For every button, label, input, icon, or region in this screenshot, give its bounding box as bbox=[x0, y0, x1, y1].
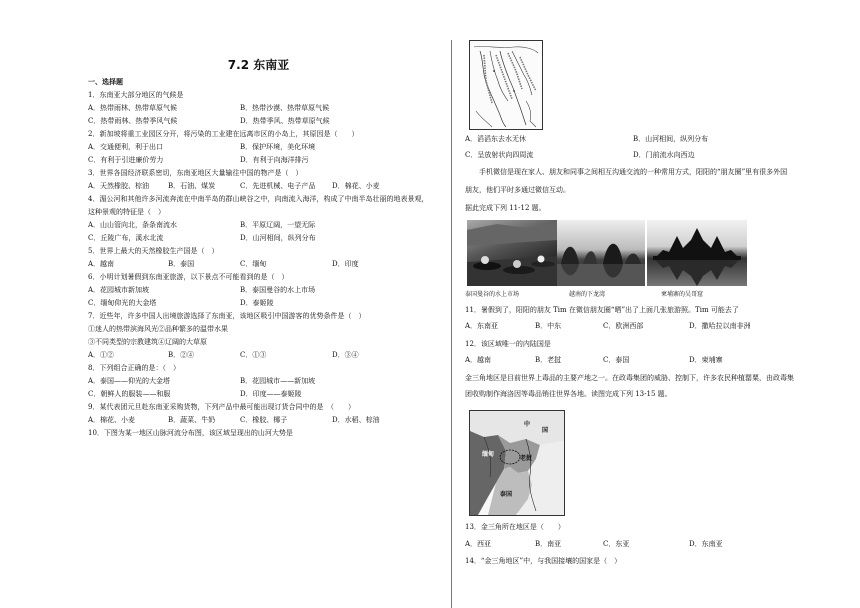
option-11d: D．撒哈拉以南非洲 bbox=[689, 322, 751, 330]
option-11a: A．东南亚 bbox=[465, 322, 499, 330]
option-10b: B．山河相间，纵列分布 bbox=[633, 135, 709, 143]
photo-halong-drawing bbox=[557, 220, 645, 286]
map-label-china-2: 国 bbox=[542, 427, 549, 434]
question-3: 3．世界各国经济联系密切，东南亚地区大量输往中国的物产是（ ） bbox=[88, 169, 303, 177]
column-divider bbox=[451, 40, 452, 608]
question-2: 2．新加坡将重工业园区分开，将污染的工业建在远离市区的小岛上，其原因是（ ） bbox=[88, 130, 359, 138]
question-8: 8．下列组合正确的是：（ ） bbox=[88, 364, 180, 372]
option-5d: D．印度 bbox=[332, 260, 359, 268]
golden-triangle-map bbox=[469, 410, 565, 516]
option-7a: A．①② bbox=[88, 351, 115, 359]
option-13d: D．东南亚 bbox=[689, 540, 723, 548]
map-label-myanmar: 缅甸 bbox=[482, 451, 495, 458]
option-5c: C．缅甸 bbox=[240, 260, 267, 268]
photo-halong-bay bbox=[557, 220, 645, 286]
option-1d: D．热带季风、热带草原气候 bbox=[240, 117, 330, 125]
question-7-statements-1: ①迷人的热带滨海风光②品种繁多的温带水果 bbox=[88, 325, 228, 333]
option-5a: A．越南 bbox=[88, 260, 115, 268]
question-14: 14．“金三角地区”中，与我国接壤的国家是（ ） bbox=[465, 557, 622, 565]
golden-triangle-map-drawing bbox=[470, 411, 564, 515]
option-11c: C．欧洲西部 bbox=[603, 322, 644, 330]
option-2a: A．交通便利，利于出口 bbox=[88, 143, 164, 151]
option-12c: C．泰国 bbox=[603, 356, 630, 364]
option-6d: D．泰姬陵 bbox=[240, 299, 274, 307]
question-12: 12．该区域唯一的内陆国是 bbox=[465, 340, 551, 348]
passage-1-line2: 朋友，他们平时多通过微信互动。 bbox=[465, 186, 570, 194]
option-7b: B．②④ bbox=[168, 351, 195, 359]
photo-bangkok-drawing bbox=[467, 220, 557, 286]
option-9a: A．棉花、小麦 bbox=[88, 416, 136, 424]
option-10a: A．滔滔东去水无休 bbox=[465, 135, 527, 143]
photo-bangkok-floating-market bbox=[467, 220, 557, 286]
passage-1-line3: 据此完成下列 11-12 题。 bbox=[465, 204, 546, 212]
option-12a: A．越南 bbox=[465, 356, 492, 364]
map-label-thailand: 泰国 bbox=[500, 491, 513, 498]
question-4-line2: 这种景观的特征是（ ） bbox=[88, 208, 165, 216]
option-6c: C．缅甸仰光的大金塔 bbox=[88, 299, 157, 307]
mountain-river-map-drawing bbox=[470, 41, 542, 129]
option-8c: C．朝鲜人的服装——和服 bbox=[88, 390, 171, 398]
question-7-statements-2: ③不同类型的宗教建筑④辽阔的大草原 bbox=[88, 338, 207, 346]
question-4-line1: 4．湄公河和其他许多河流奔流在中南半岛的群山峡谷之中，向南流入海洋，构成了中南半岛壮丽的地表景观， bbox=[88, 195, 429, 203]
question-10: 10．下图为某一地区山脉河流分布图，该区域呈现出的山河大势是 bbox=[88, 429, 293, 437]
option-8a: A．泰国——仰光的大金塔 bbox=[88, 377, 171, 385]
question-13: 13．金三角所在地区是（ ） bbox=[465, 523, 565, 531]
passage-2-line2: 团收购制作海洛因等毒品销往世界各地。读图完成下列 13-15 题。 bbox=[465, 390, 672, 398]
option-11b: B．中东 bbox=[535, 322, 562, 330]
option-8b: B．花园城市——新加坡 bbox=[240, 377, 316, 385]
option-4a: A．山山管向北，条条南流水 bbox=[88, 221, 178, 229]
caption-angkor: 柬埔寨的吴哥窟 bbox=[661, 291, 704, 298]
option-3b: B．石油、煤炭 bbox=[168, 182, 216, 190]
option-9c: C．橡胶、椰子 bbox=[240, 416, 288, 424]
option-9d: D．水稻、棕油 bbox=[332, 416, 380, 424]
map-label-laos: 老挝 bbox=[520, 455, 533, 462]
option-2b: B．保护环境，美化环境 bbox=[240, 143, 316, 151]
option-13b: B．南亚 bbox=[535, 540, 562, 548]
passage-2-line1: 金三角地区是目前世界上毒品的主要产地之一。在政毒集团的威胁、控制下，许多农民种植罂粟，由政毒集 bbox=[465, 374, 794, 382]
map-label-china: 中 bbox=[524, 421, 531, 428]
option-10d: D．门前流水向西边 bbox=[633, 151, 695, 159]
passage-1-line1: 手机微信是现在家人、朋友和同事之间相互沟通交流的一种常用方式，阳阳的“朋友圈”里有很多外国 bbox=[465, 168, 788, 176]
option-8d: D．印度——泰姬陵 bbox=[240, 390, 302, 398]
question-9: 9．某代表团元旦赴东南亚采购货物，下列产品中最可能出现订货合同中的是 （ ） bbox=[88, 403, 355, 411]
caption-halong: 越南的下龙湾 bbox=[569, 291, 606, 298]
option-9b: B．蔬菜、牛奶 bbox=[168, 416, 216, 424]
option-5b: B．泰国 bbox=[168, 260, 195, 268]
mountain-river-map bbox=[469, 40, 543, 130]
option-7c: C．①③ bbox=[240, 351, 267, 359]
option-13c: C．东亚 bbox=[603, 540, 630, 548]
option-4d: D．山河相间，纵列分布 bbox=[240, 234, 316, 242]
question-7: 7．近些年，许多中国人出境旅游选择了东南亚，该地区吸引中国游客的优势条件是（ ） bbox=[88, 312, 366, 320]
question-11: 11．暑假到了，阳阳的朋友 Tim 在微信朋友圈“晒”出了上面几张旅游照。Tim 可能去了 bbox=[465, 306, 739, 314]
question-5: 5．世界上最大的天然橡胶生产国是（ ） bbox=[88, 247, 219, 255]
option-12b: B．老挝 bbox=[535, 356, 562, 364]
option-10c: C．呈放射状向四周流 bbox=[465, 151, 534, 159]
option-4b: B．平原辽阔，一望无际 bbox=[240, 221, 316, 229]
option-3d: D．棉花、小麦 bbox=[332, 182, 380, 190]
section-heading: 一、选择题 bbox=[88, 78, 123, 86]
option-4c: C．丘陵广布，溪水北流 bbox=[88, 234, 164, 242]
question-1: 1．东南亚大部分地区的气候是 bbox=[88, 91, 184, 99]
option-3a: A．天然橡胶、棕油 bbox=[88, 182, 150, 190]
page-title: 7.2 东南亚 bbox=[227, 58, 290, 72]
photo-angkor-wat bbox=[647, 220, 747, 286]
option-1c: C．热带雨林、热带季风气候 bbox=[88, 117, 178, 125]
question-6: 6．小明计划暑假到东南亚旅游，以下景点不可能看到的是（ ） bbox=[88, 273, 289, 281]
option-3c: C．先进机械、电子产品 bbox=[240, 182, 316, 190]
option-6a: A．花园城市新加坡 bbox=[88, 286, 150, 294]
option-2d: D．有利于向海洋排污 bbox=[240, 156, 309, 164]
photo-angkor-drawing bbox=[647, 220, 747, 286]
option-1a: A．热带雨林、热带草原气候 bbox=[88, 104, 178, 112]
option-1b: B．热带沙漠、热带草原气候 bbox=[240, 104, 330, 112]
option-7d: D．③④ bbox=[332, 351, 359, 359]
option-2c: C．有利于引进廉价劳力 bbox=[88, 156, 164, 164]
caption-bangkok: 泰国曼谷的水上市场 bbox=[465, 291, 520, 298]
option-13a: A．西亚 bbox=[465, 540, 492, 548]
option-6b: B．泰国曼谷的水上市场 bbox=[240, 286, 316, 294]
option-12d: D．柬埔寨 bbox=[689, 356, 723, 364]
